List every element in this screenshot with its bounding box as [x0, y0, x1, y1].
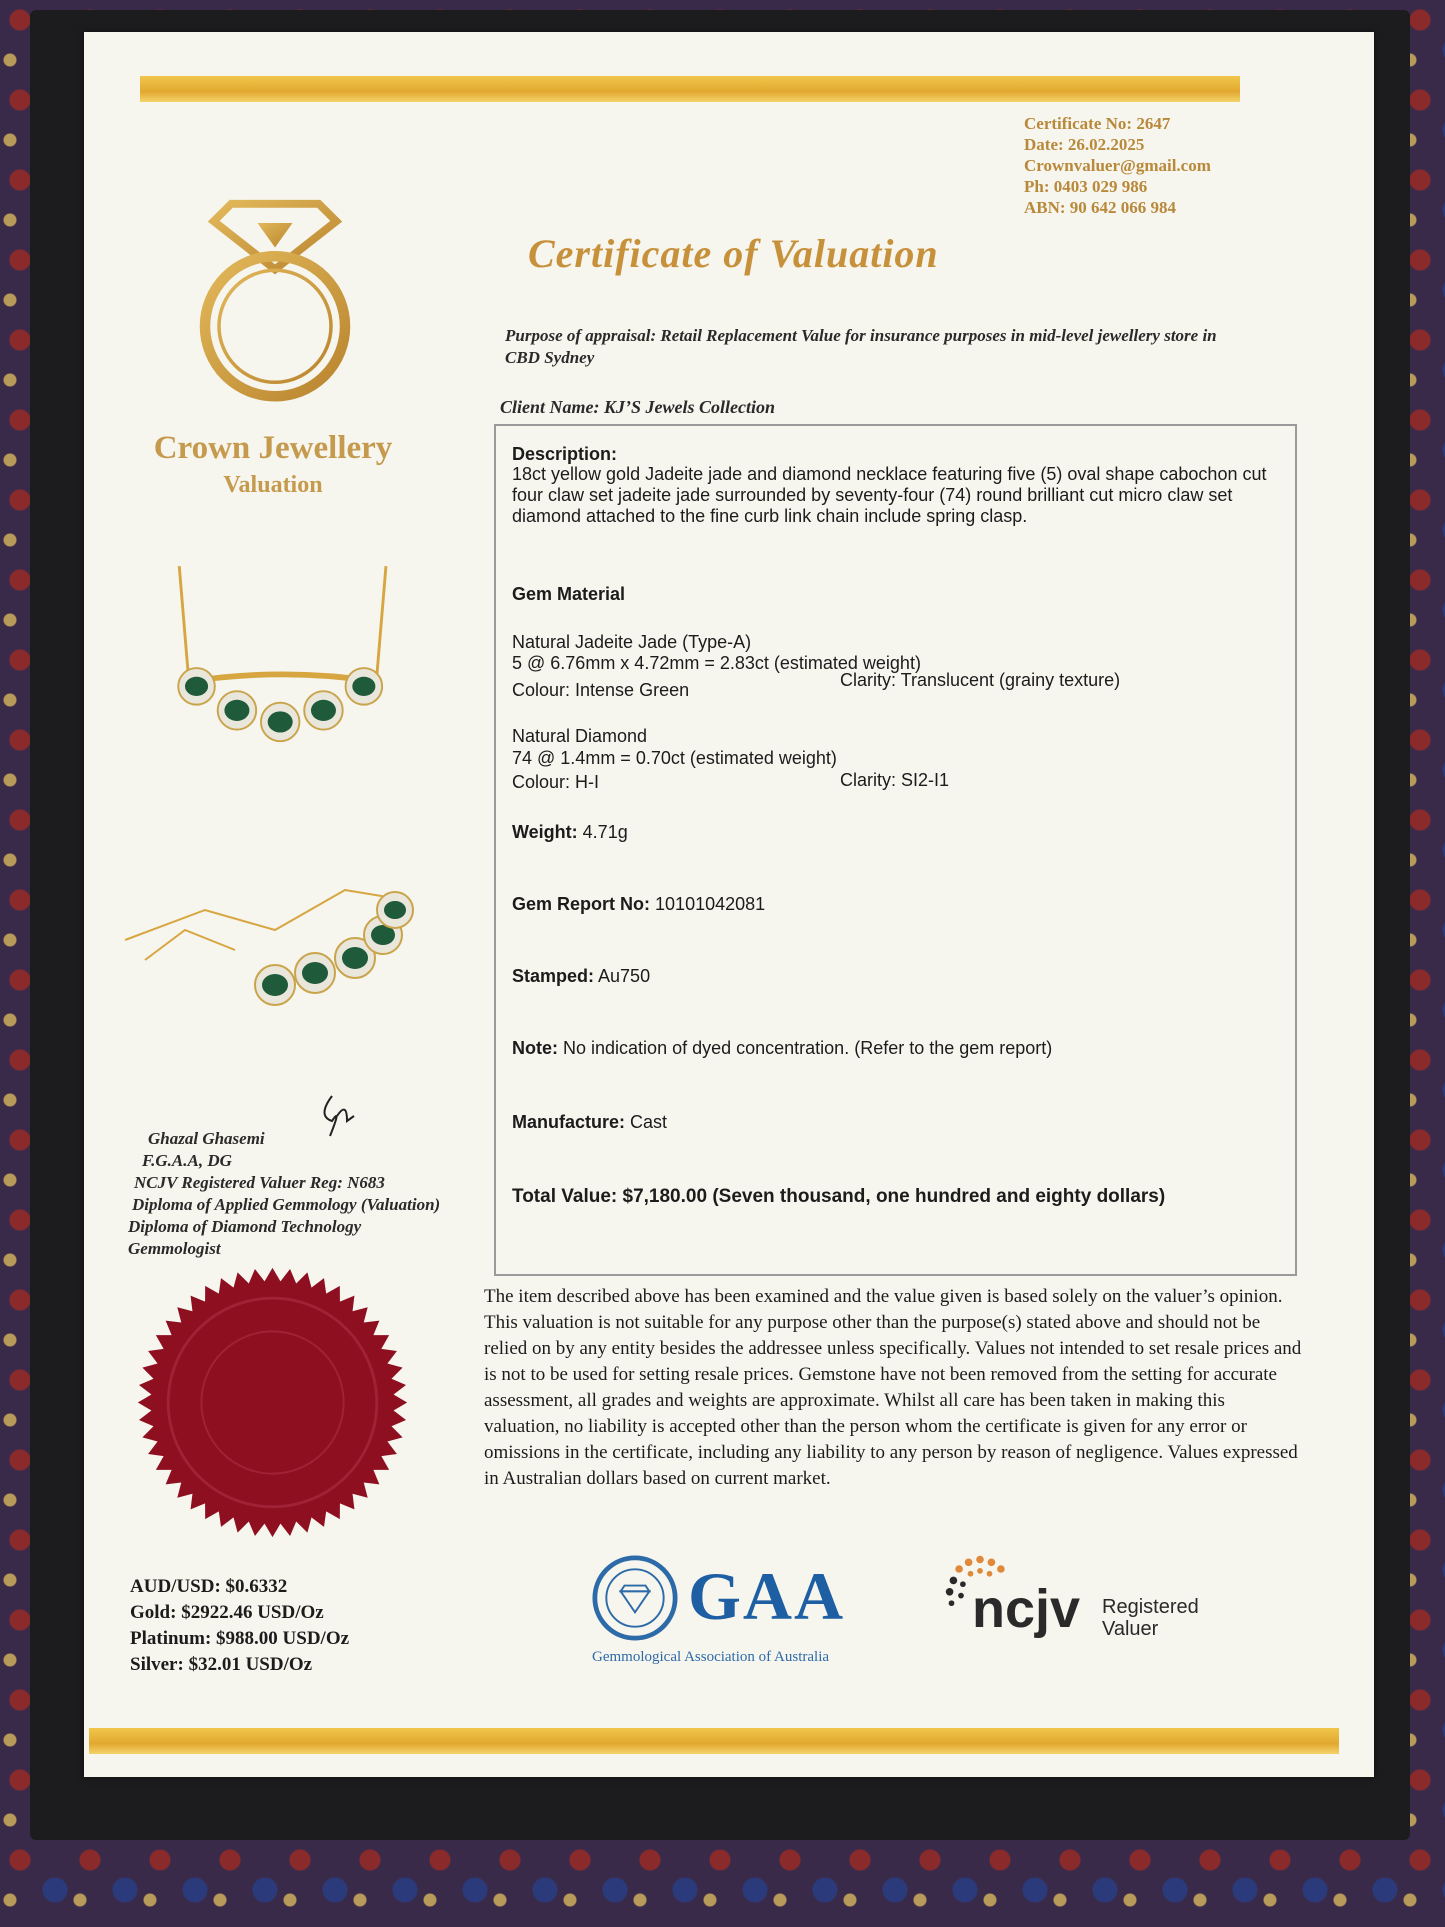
ncjv-valuer-text: Valuer — [1102, 1618, 1159, 1640]
certificate-info — [1024, 113, 1211, 218]
total-value-row — [512, 1186, 1165, 1208]
note-row — [512, 1038, 1052, 1059]
gaa-mark: GAA — [688, 1558, 846, 1634]
bottom-gold-bar — [89, 1728, 1339, 1754]
note-label: Note: — [512, 1038, 558, 1058]
ncjv-registered-text: Registered — [1102, 1596, 1199, 1618]
metal-rates — [130, 1574, 349, 1678]
signer-registration: NCJV Registered Valuer Reg: N683 — [134, 1173, 385, 1192]
rate-aud-usd: AUD/USD: $0.6332 — [130, 1576, 288, 1597]
weight-value: 4.71g — [582, 822, 628, 842]
certificate-number: Certificate No: 2647 — [1024, 114, 1171, 133]
description-text: 18ct yellow gold Jadeite jade and diamond necklace featuring five (5) oval shape cabochon cut four claw set jadeite jade surrounded by seventy-four (74) round brilliant cut micro claw set diamond attached to the fine curb link chain include spring clasp. — [512, 464, 1267, 526]
rate-platinum: Platinum: $988.00 USD/Oz — [130, 1628, 350, 1649]
jade-clarity: Clarity: Translucent (grainy texture) — [840, 670, 1121, 690]
stamped-row — [512, 966, 650, 987]
purpose-of-appraisal: Purpose of appraisal: Retail Replacement Value for insurance purposes in mid-level jewellery store in CBD Sydney — [505, 326, 1217, 367]
diamond-colour: Colour: H-I — [512, 772, 600, 792]
gaa-logo — [592, 1555, 892, 1675]
crown-ring-logo — [170, 180, 380, 420]
signer-block — [128, 1128, 440, 1260]
weight-label: Weight: — [512, 822, 578, 842]
gaa-full-name: Gemmological Association of Australia — [592, 1649, 830, 1665]
ncjv-mark: ncjv — [972, 1579, 1081, 1639]
stamped-label: Stamped: — [512, 966, 595, 986]
description-heading: Description: — [512, 444, 618, 464]
diamond-clarity: Clarity: SI2-I1 — [840, 770, 950, 790]
jade-colour: Colour: Intense Green — [512, 680, 690, 700]
wax-seal — [135, 1265, 410, 1540]
certificate-date: Date: 26.02.2025 — [1024, 135, 1145, 154]
diamond-name: Natural Diamond — [512, 726, 648, 746]
signer-diploma-gemmology: Diploma of Applied Gemmology (Valuation) — [132, 1195, 441, 1214]
brand-subtitle: Valuation — [223, 472, 323, 498]
description-box — [494, 424, 1297, 1276]
manufacture-label: Manufacture: — [512, 1112, 626, 1132]
gaa-diamond-emblem — [592, 1555, 678, 1641]
signer-role: Gemmologist — [128, 1239, 221, 1258]
diamond-size: 74 @ 1.4mm = 0.70ct (estimated weight) — [512, 748, 837, 768]
total-value-label: Total Value: — [512, 1186, 618, 1207]
signer-diploma-diamond: Diploma of Diamond Technology — [128, 1217, 362, 1236]
contact-phone: Ph: 0403 029 986 — [1024, 177, 1148, 196]
contact-email: Crownvaluer@gmail.com — [1024, 156, 1211, 175]
stamped-value: Au750 — [598, 966, 651, 986]
manufacture-value: Cast — [630, 1112, 668, 1132]
abn-number: ABN: 90 642 066 984 — [1024, 198, 1177, 217]
note-value: No indication of dyed concentration. (Refer to the gem report) — [563, 1038, 1053, 1058]
gem-material-heading: Gem Material — [512, 584, 626, 604]
ncjv-logo — [942, 1550, 1242, 1660]
disclaimer-text: The item described above has been examined and the value given is based solely on the valuer’s opinion. This valuation is not suitable for any purpose other than the purpose(s) stated above and should not be relied on by any entity besides the addressee unless specifically. Values not intended to set resale prices and is not to be used for setting resale prices. Gemstone have not been removed from the setting for accurate assessment, all grades and weights are approximate. Whilst all care has been taken in making this valuation, no liability is accepted other than the person whom the certificate is given for any error or omissions in the certificate, including any liability to any person by reason of negligence. Values expressed in Australian dollars based on current market. — [484, 1286, 1302, 1489]
weight-row — [512, 822, 628, 843]
jade-name: Natural Jadeite Jade (Type-A) — [512, 632, 752, 652]
signer-name: Ghazal Ghasemi — [148, 1129, 265, 1148]
brand-name: Crown Jewellery — [153, 430, 393, 466]
jade-size: 5 @ 6.76mm x 4.72mm = 2.83ct (estimated weight) — [512, 653, 921, 673]
client-name: Client Name: KJ’S Jewels Collection — [500, 397, 775, 417]
necklace-photo-front — [160, 555, 410, 760]
necklace-photo-side — [115, 870, 455, 1020]
rate-silver: Silver: $32.01 USD/Oz — [130, 1654, 313, 1675]
page-title: Certificate of Valuation — [528, 231, 939, 276]
manufacture-row — [512, 1112, 667, 1133]
signature — [312, 1086, 362, 1146]
gem-report-value: 10101042081 — [655, 894, 766, 914]
jade-stones — [178, 668, 382, 741]
total-value-amount: $7,180.00 (Seven thousand, one hundred and eighty dollars) — [622, 1186, 1166, 1207]
signer-postnominals: F.G.A.A, DG — [142, 1151, 232, 1170]
gem-report-label: Gem Report No: — [512, 894, 651, 914]
rate-gold: Gold: $2922.46 USD/Oz — [130, 1602, 324, 1623]
gem-report-row — [512, 894, 765, 915]
top-gold-bar — [140, 76, 1240, 102]
